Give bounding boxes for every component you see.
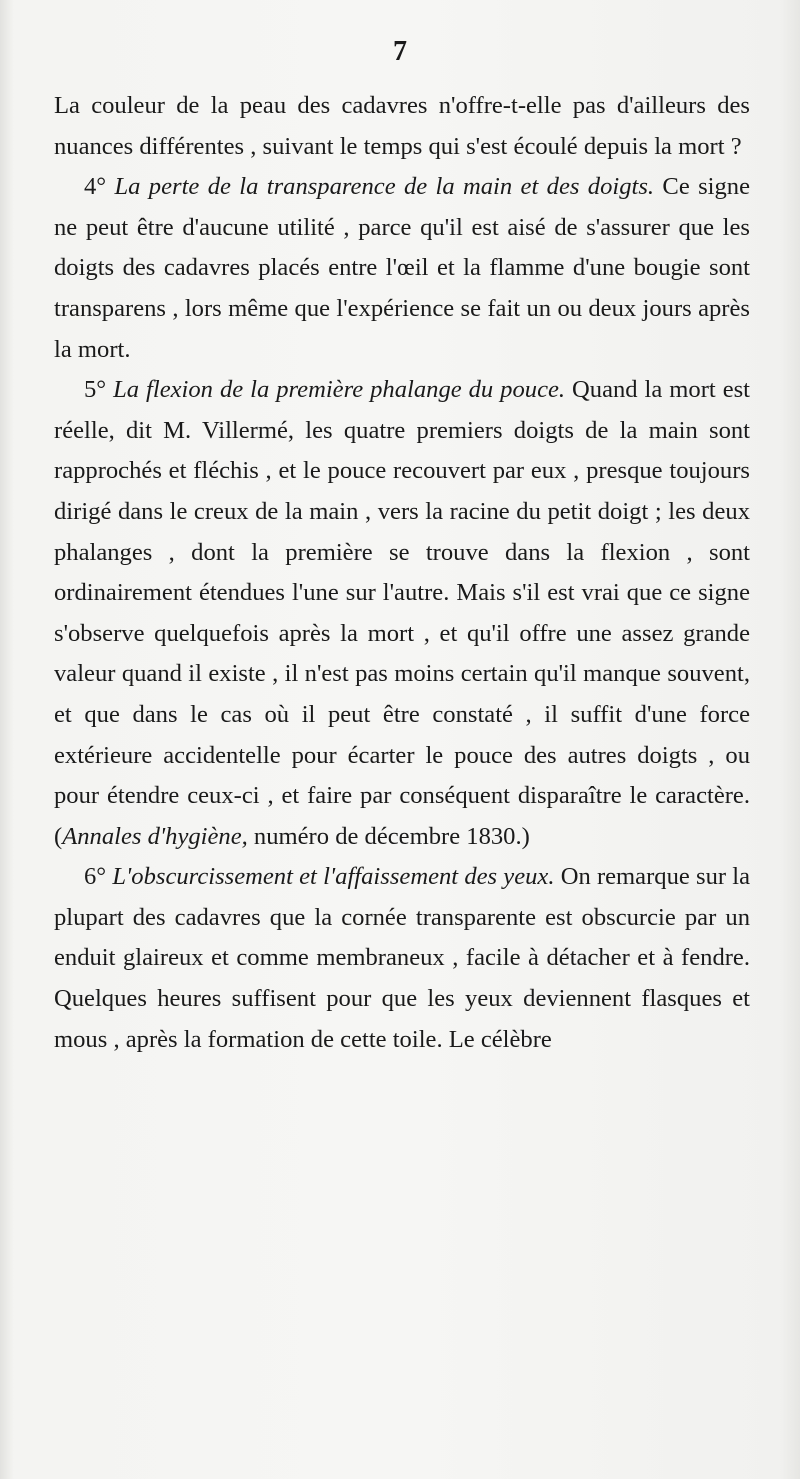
citation-detail: numéro de décembre 1830.): [247, 822, 530, 850]
item-title: La flexion de la première phalange du pouce.: [113, 376, 566, 404]
paragraph-continuation: [54, 86, 750, 167]
citation-title: Annales d'hygiène,: [62, 822, 248, 850]
paragraph-text: La couleur de la peau des cadavres n'offre-t-elle pas d'ailleurs des nuances différentes , suivant le temps qui s'est écoulé depuis la mort ?: [54, 92, 750, 160]
body-text: [54, 86, 750, 1060]
item-title: La perte de la transparence de la main et des doigts.: [114, 173, 655, 201]
page-number: 7: [393, 36, 407, 67]
item-title: L'obscurcissement et l'affaissement des yeux.: [112, 863, 555, 891]
item-number: 4°: [84, 173, 115, 201]
paragraph-text: On remarque sur la plupart des cadavres que la cornée transparente est obscurcie par un enduit glaireux et comme membraneux , facile à détacher et à fendre. Quelques heures suffisent pour que les yeux deviennent flasques et mous , après la formation de cette toile. Le célèbre: [54, 863, 751, 1053]
paragraph-text: Quand la mort est réelle, dit M. Villermé, les quatre premiers doigts de la main sont rapprochés et fléchis , et le pouce recouvert par eux , presque toujours dirigé dans le creux de la main , vers la racine du petit doigt ; les deux phalanges , dont la première se trouve dans la flexion , sont ordinairement étendues l'une sur l'autre. Mais s'il est vrai que ce signe s'observe quelquefois après la mort , et qu'il offre une assez grande valeur quand il existe , il n'est pas moins certain qu'il manque souvent, et que dans le cas où il peut être constaté , il suffit d'une force extérieure accidentelle pour écarter le pouce des autres doigts , ou pour étendre ceux-ci , et faire par conséquent disparaître le caractère. (: [54, 376, 751, 850]
paragraph-sign-6: [54, 857, 750, 1060]
paragraph-sign-4: [54, 167, 750, 370]
paragraph-text: Ce signe ne peut être d'aucune utilité , parce qu'il est aisé de s'assurer que les doigts des cadavres placés entre l'œil et la flamme d'une bougie sont transparens , lors même que l'expérience se fait un ou deux jours après la mort.: [54, 173, 750, 363]
item-number: 5°: [84, 376, 114, 404]
paragraph-sign-5: [54, 370, 750, 857]
item-number: 6°: [84, 863, 113, 891]
